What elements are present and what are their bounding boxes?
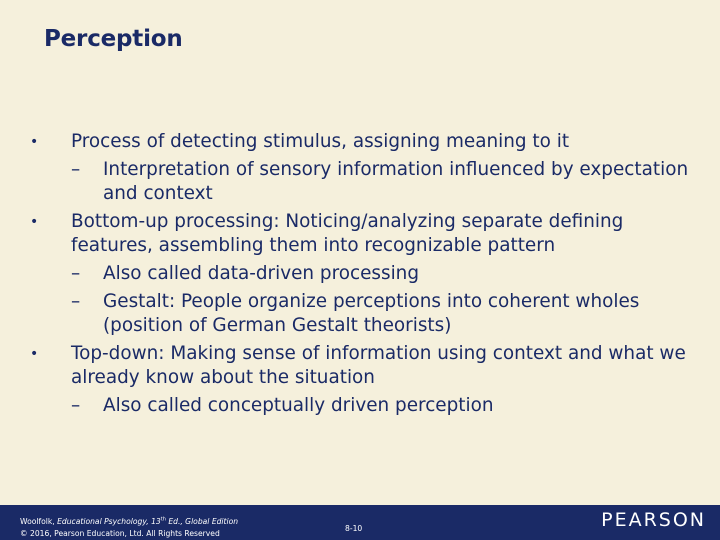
sub-bullet-item <box>30 290 700 338</box>
dash-marker: – <box>71 395 81 416</box>
bullet-marker: • <box>30 134 39 150</box>
sub-bullet-text: Interpretation of sensory information influenced by expectation and context <box>103 159 689 204</box>
sub-bullet-text: Also called conceptually driven perception <box>103 395 494 416</box>
bullet-item <box>30 342 700 390</box>
bullet-text: Bottom-up processing: Noticing/analyzing separate defining features, assembling them into recognizable pattern <box>71 211 624 256</box>
citation-edition-num: , 13 <box>146 517 161 526</box>
citation-edition-rest: Ed., Global Edition <box>165 517 239 526</box>
page-number: 8-10 <box>345 524 363 533</box>
footer-citation <box>20 516 238 540</box>
pearson-logo: PEARSON <box>601 509 706 531</box>
dash-marker: – <box>71 159 81 180</box>
bullet-marker: • <box>30 346 39 362</box>
bullet-marker: • <box>30 214 39 230</box>
sub-bullet-item <box>30 262 700 286</box>
bullet-item <box>30 210 700 258</box>
bullet-item <box>30 130 700 154</box>
citation-line <box>20 516 238 528</box>
copyright-line: © 2016, Pearson Education, Ltd. All Rights Reserved <box>20 529 220 538</box>
bullet-text: Top-down: Making sense of information using context and what we already know about the situation <box>71 343 686 388</box>
bullet-text: Process of detecting stimulus, assigning meaning to it <box>71 131 570 152</box>
dash-marker: – <box>71 263 81 284</box>
citation-edition-sup: th <box>160 516 166 523</box>
sub-bullet-text: Gestalt: People organize perceptions into coherent wholes (position of German Gestalt theorists) <box>103 291 640 336</box>
citation-author: Woolfolk, <box>20 517 58 526</box>
citation-book: Educational Psychology <box>57 517 147 526</box>
slide-body <box>30 130 700 422</box>
slide-title: Perception <box>44 26 183 52</box>
sub-bullet-item <box>30 158 700 206</box>
sub-bullet-item <box>30 394 700 418</box>
footer-bar <box>0 505 720 540</box>
sub-bullet-text: Also called data-driven processing <box>103 263 420 284</box>
dash-marker: – <box>71 291 81 312</box>
